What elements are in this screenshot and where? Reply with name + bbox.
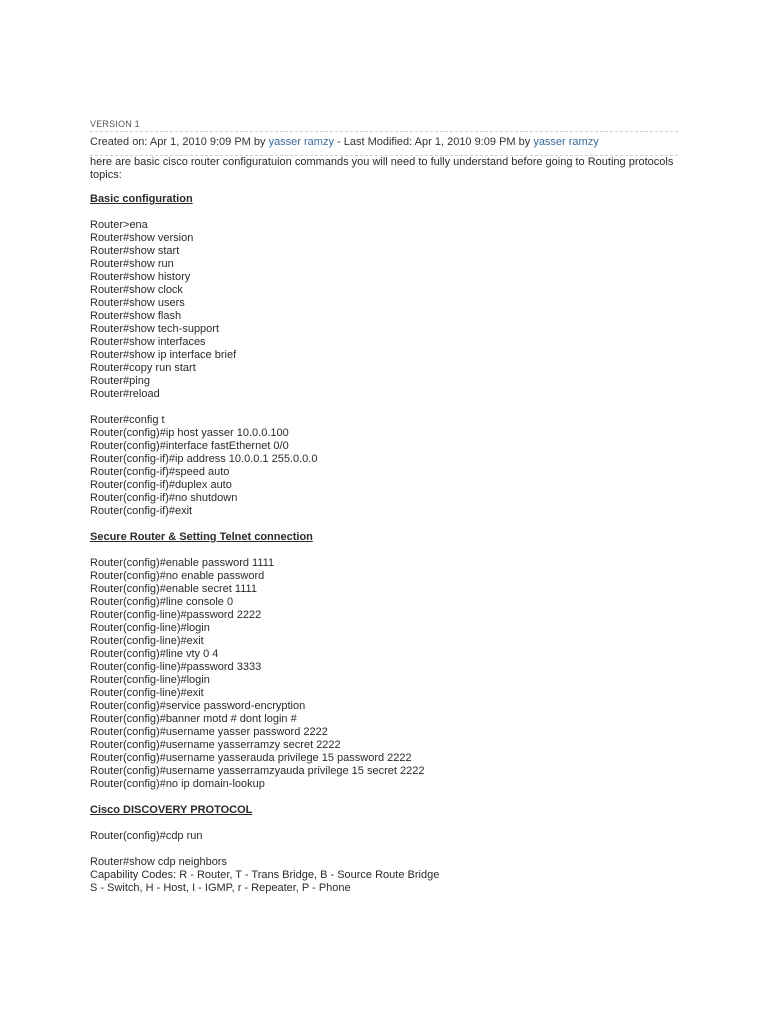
spacer xyxy=(90,206,690,219)
command-line: Router(config)#ip host yasser 10.0.0.100 xyxy=(90,427,289,439)
meta-divider-top xyxy=(90,131,678,132)
command-line: Router#ping xyxy=(90,375,150,387)
version-label: VERSION 1 xyxy=(90,119,140,129)
command-list-cdp-2 xyxy=(90,856,690,895)
spacer xyxy=(90,817,690,830)
spacer xyxy=(90,791,690,804)
command-line: S - Switch, H - Host, I - IGMP, r - Repeater, P - Phone xyxy=(90,882,351,894)
command-line: Router#show run xyxy=(90,258,174,270)
command-line: Router(config)#line console 0 xyxy=(90,596,234,608)
command-line: Router#show clock xyxy=(90,284,183,296)
command-line: Router(config-if)#no shutdown xyxy=(90,492,238,504)
spacer xyxy=(90,401,690,414)
command-line: Router>ena xyxy=(90,219,148,231)
command-line: Router(config-if)#duplex auto xyxy=(90,479,232,491)
command-line: Router#show ip interface brief xyxy=(90,349,237,361)
command-line: Router#config t xyxy=(90,414,165,426)
command-line: Router(config-line)#password 2222 xyxy=(90,609,262,621)
command-line: Router(config)#no ip domain-lookup xyxy=(90,778,265,790)
command-line: Router(config)#interface fastEthernet 0/0 xyxy=(90,440,289,452)
command-line: Router#show flash xyxy=(90,310,182,322)
command-line: Router(config-line)#login xyxy=(90,622,210,634)
command-line: Router#show cdp neighbors xyxy=(90,856,227,868)
created-prefix: Created on: Apr 1, 2010 9:09 PM by xyxy=(90,136,269,148)
command-line: Router(config-line)#exit xyxy=(90,687,204,699)
modified-author-link[interactable]: yasser ramzy xyxy=(533,136,599,148)
command-line: Router(config)#no enable password xyxy=(90,570,265,582)
command-line: Router#show tech-support xyxy=(90,323,220,335)
section-heading-basic-configuration: Basic configuration xyxy=(90,193,193,205)
command-line: Router#show users xyxy=(90,297,185,309)
command-line: Router(config-if)#speed auto xyxy=(90,466,230,478)
command-line: Router(config)#line vty 0 4 xyxy=(90,648,219,660)
command-line: Router(config-line)#login xyxy=(90,674,210,686)
command-line: Router(config-line)#password 3333 xyxy=(90,661,262,673)
command-line: Router(config)#banner motd # dont login # xyxy=(90,713,297,725)
command-list-basic-1 xyxy=(90,219,690,401)
command-list-secure xyxy=(90,557,690,791)
command-line: Router(config-if)#exit xyxy=(90,505,193,517)
command-line: Router(config)#enable password 1111 xyxy=(90,557,275,569)
spacer xyxy=(90,843,690,856)
command-line: Router#show version xyxy=(90,232,194,244)
command-list-basic-2 xyxy=(90,414,690,518)
spacer xyxy=(90,544,690,557)
command-line: Router#show history xyxy=(90,271,191,283)
command-line: Router(config)#service password-encryption xyxy=(90,700,306,712)
command-line: Router(config)#username yasserauda privilege 15 password 2222 xyxy=(90,752,412,764)
command-line: Router(config)#cdp run xyxy=(90,830,203,842)
command-line: Router(config)#username yasser password 2222 xyxy=(90,726,328,738)
modified-prefix: - Last Modified: Apr 1, 2010 9:09 PM by xyxy=(333,136,534,148)
command-line: Router(config)#enable secret 1111 xyxy=(90,583,257,595)
command-line: Router#show start xyxy=(90,245,180,257)
document-meta xyxy=(90,136,599,148)
command-line: Router(config-if)#ip address 10.0.0.1 255.0.0.0 xyxy=(90,453,318,465)
command-line: Router#copy run start xyxy=(90,362,196,374)
command-line: Router(config)#username yasserramzy secret 2222 xyxy=(90,739,341,751)
section-heading-secure-router: Secure Router & Setting Telnet connection xyxy=(90,531,313,543)
created-author-link[interactable]: yasser ramzy xyxy=(268,136,334,148)
command-list-cdp-1 xyxy=(90,830,690,843)
document-body xyxy=(90,193,690,895)
command-line: Capability Codes: R - Router, T - Trans Bridge, B - Source Route Bridge xyxy=(90,869,440,881)
section-heading-cdp: Cisco DISCOVERY PROTOCOL xyxy=(90,804,253,816)
command-line: Router#reload xyxy=(90,388,160,400)
command-line: Router(config-line)#exit xyxy=(90,635,204,647)
command-line: Router#show interfaces xyxy=(90,336,206,348)
spacer xyxy=(90,518,690,531)
command-line: Router(config)#username yasserramzyauda privilege 15 secret 2222 xyxy=(90,765,425,777)
intro-paragraph: here are basic cisco router configuratuion commands you will need to fully understand before going to Routing protocols topics: xyxy=(90,156,674,181)
